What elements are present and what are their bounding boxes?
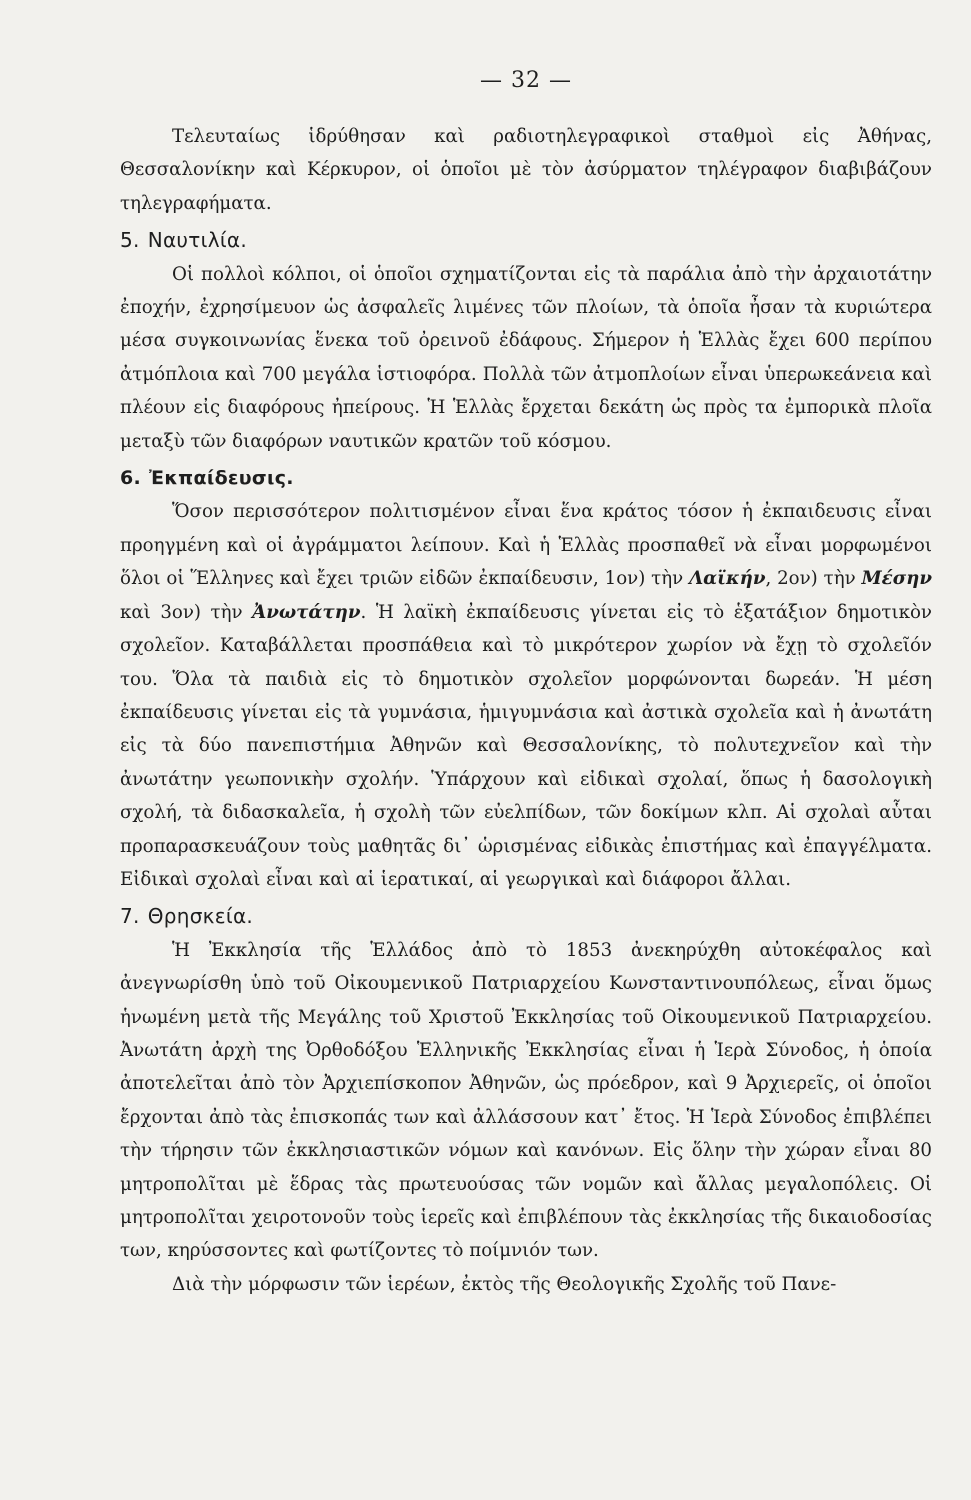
section-heading-education xyxy=(120,462,932,495)
religion-paragraph: Ἡ Ἐκκλησία τῆς Ἑλλάδος ἀπὸ τὸ 1853 ἀνεκηρύχθη αὐτοκέφαλος καὶ ἀνεγνωρίσθη ὑπὸ τοῦ Οἰκουμενικοῦ Πατριαρχείου Κωνσταντινουπόλεως, εἶναι ὅμως ἡνωμένη μετὰ τῆς Μεγάλης τοῦ Χριστοῦ Ἐκκλησίας τοῦ Οἰκουμενικοῦ Πατριαρχείου. Ἀνωτάτη ἀρχὴ της Ὀρθοδόξου Ἑλληνικῆς Ἐκκλησίας εἶναι ἡ Ἱερὰ Σύνοδος, ἡ ὁποία ἀποτελεῖται ἀπὸ τὸν Ἀρχιεπίσκοπον Ἀθηνῶν, ὡς πρόεδρον, καὶ 9 Ἀρχιερεῖς, οἱ ὁποῖοι ἔρχονται ἀπὸ τὰς ἐπισκοπάς των καὶ ἀλλάσσουν κατ᾽ ἔτος. Ἡ Ἱερὰ Σύνοδος ἐπιβλέπει τὴν τήρησιν τῶν ἐκκλησιαστικῶν νόμων καὶ κανόνων. Εἰς ὅλην τὴν χώραν εἶναι 80 μητροπολῖται μὲ ἕδρας τὰς πρωτευούσας τῶν νομῶν καὶ ἄλλας μεγαλοπόλεις. Οἱ μητροπολῖται χειροτονοῦν τοὺς ἱερεῖς καὶ ἐπιβλέπουν τὰς ἐκκλησίας τῆς δικαιοδοσίας των, κηρύσσοντες καὶ φωτίζοντες τὸ ποίμνιόν των. xyxy=(120,939,932,1262)
text-run: . Ἡ λαϊκὴ ἐκπαίδευσις γίνεται εἰς τὸ ἑξατάξιον δημοτικὸν σχολεῖον. Καταβάλλεται προσπάθεια καὶ τὸ μικρότερον χωρίον νὰ ἔχῃ τὸ σχολεῖόν του. Ὅλα τὰ παιδιὰ εἰς τὸ δημοτικὸν σχολεῖον μορφώνονται δωρεάν. Ἡ μέση ἐκπαίδευσις γίνεται εἰς τὰ γυμνάσια, ἡμιγυμνάσια καὶ ἀστικὰ σχολεῖα καὶ ἡ ἀνωτάτη εἰς τὰ δύο πανεπιστήμια Ἀθηνῶν καὶ Θεσσαλονίκης, τὸ πολυτεχνεῖον καὶ τὴν ἀνωτάτην γεωπονικὴν σχολήν. Ὑπάρχουν καὶ εἰδικαὶ σχολαί, ὅπως ἡ δασολογικὴ σχολή, τὰ διδασκαλεῖα, ἡ σχολὴ τῶν εὐελπίδων, τῶν δοκίμων κλπ. Αἱ σχολαὶ αὗται προπαρασκευάζουν τοὺς μαθητᾶς δι᾽ ὡρισμένας εἰδικὰς ἐπιστήμας καὶ ἐπαγγέλματα. Εἰδικαὶ σχολαὶ εἶναι καὶ αἱ ἱερατικαί, αἱ γεωργικαὶ καὶ διάφοροι ἄλλαι. xyxy=(120,601,932,890)
page-number: — 32 — xyxy=(480,68,572,93)
section-number: 5. xyxy=(120,228,140,253)
emphasis-secondary: Μέσην xyxy=(861,568,932,590)
education-paragraph xyxy=(120,495,932,896)
book-page xyxy=(120,0,932,1500)
navigation-paragraph: Οἱ πολλοὶ κόλποι, οἱ ὁποῖοι σχηματίζονται εἰς τὰ παράλια ἀπὸ τὴν ἀρχαιοτάτην ἐποχήν, ἐχρησίμευον ὡς ἀσφαλεῖς λιμένες τῶν πλοίων, τὰ ὁποῖα ἦσαν τὰ κυριώτερα μέσα συγκοινωνίας ἕνεκα τοῦ ὀρεινοῦ ἐδάφους. Σήμερον ἡ Ἑλλὰς ἔχει 600 περίπου ἀτμόπλοια καὶ 700 μεγάλα ἱστιοφόρα. Πολλὰ τῶν ἀτμοπλοίων εἶναι ὑπερωκεάνεια καὶ πλέουν εἰς διαφόρους ἠπείρους. Ἡ Ἑλλὰς ἔρχεται δεκάτη ὡς πρὸς τα ἐμπορικὰ πλοῖα μεταξὺ τῶν διαφόρων ναυτικῶν κρατῶν τοῦ κόσμου. xyxy=(120,263,932,452)
intro-paragraph: Τελευταίως ἱδρύθησαν καὶ ραδιοτηλεγραφικοὶ σταθμοὶ εἰς Ἀθήνας, Θεσσαλονίκην καὶ Κέρκυρον, οἱ ὁποῖοι μὲ τὸν ἀσύρματον τηλέγραφον διαβιβάζουν τηλεγραφήματα. xyxy=(120,126,932,214)
section-number: 7. xyxy=(120,904,140,929)
emphasis-primary: Λαϊκήν xyxy=(689,568,766,590)
section-number: 6. xyxy=(120,467,142,490)
text-run: καὶ 3ον) τὴν xyxy=(120,601,253,623)
section-title: Ἐκπαίδευσις. xyxy=(149,467,294,490)
section-title: Ναυτιλία. xyxy=(147,228,248,253)
religion-paragraph-continued: Διὰ τὴν μόρφωσιν τῶν ἱερέων, ἐκτὸς τῆς Θεολογικῆς Σχολῆς τοῦ Πανε- xyxy=(172,1273,837,1295)
emphasis-higher: Ἀνωτάτην xyxy=(252,601,361,623)
text-run: , 2ον) τὴν xyxy=(765,568,862,590)
section-heading-religion xyxy=(120,900,932,933)
text-run: Ὅσον περισσότερον πολιτισμένον εἶναι ἕνα κράτος τόσον ἡ ἐκπαιδευσις εἶναι προηγμένη καὶ οἱ ἀγράμματοι λείπουν. Καὶ ἡ Ἑλλὰς προσπαθεῖ νὰ εἶναι μορφωμένοι ὅλοι οἱ Ἕλληνες καὶ ἔχει τριῶν εἰδῶν ἐκπαίδευσιν, 1ον) τὴν xyxy=(120,501,932,590)
section-heading-navigation xyxy=(120,224,932,257)
body-text xyxy=(120,120,932,1301)
section-title: Θρησκεία. xyxy=(147,904,254,929)
